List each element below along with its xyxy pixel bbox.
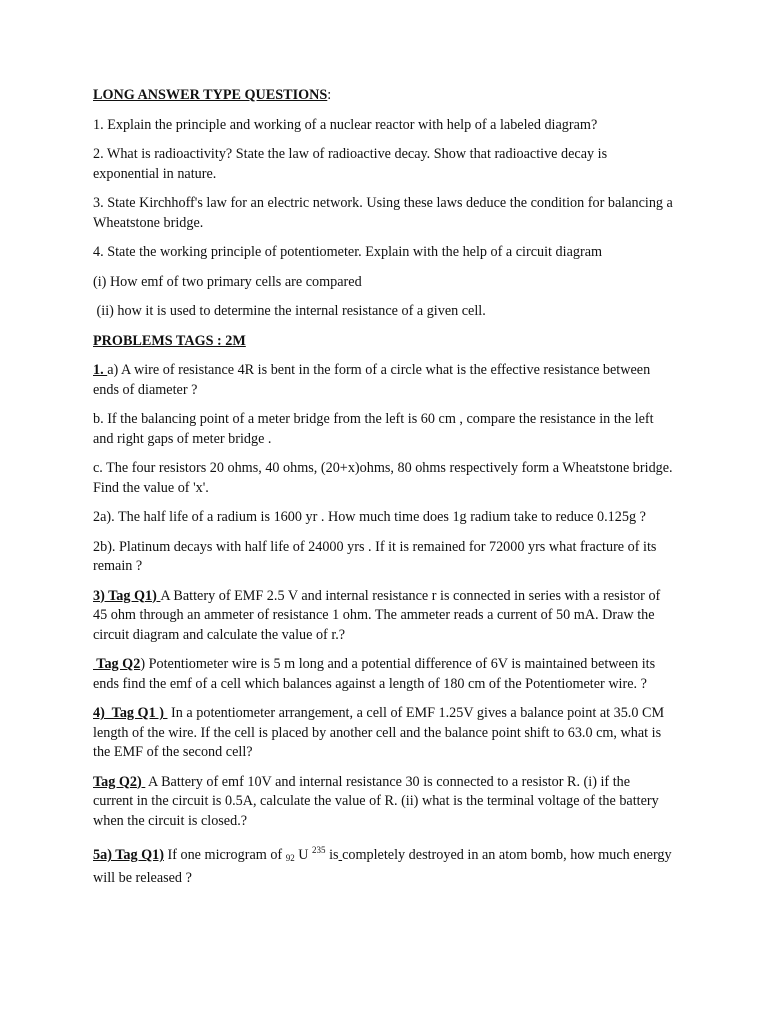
problem-4b-lead: Tag Q2): [93, 773, 146, 790]
problem-5-is: is: [325, 847, 339, 863]
document-page: [93, 86, 673, 898]
problem-1c: c. The four resistors 20 ohms, 40 ohms, (20+x)ohms, 80 ohms respectively form a Wheatstone bridge. Find the value of 'x'.: [93, 460, 673, 496]
question-3: 3. State Kirchhoff's law for an electric network. Using these laws deduce the condition for balancing a Wheatstone bridge.: [93, 195, 673, 231]
problem-3-q2: [93, 655, 673, 694]
problem-4-lead: 4) Tag Q1 ): [93, 705, 168, 721]
section-heading-problems: [93, 332, 673, 352]
heading-text: LONG ANSWER TYPE QUESTIONS: [93, 87, 328, 103]
problem-3b-lead: Tag Q2: [93, 656, 141, 672]
problem-4-q2: [93, 773, 673, 832]
section-heading-long-answer: [93, 86, 673, 106]
problem-2b: 2b). Platinum decays with half life of 24000 yrs . If it is remained for 72000 yrs what fracture of its remain ?: [93, 538, 657, 574]
problem-1a-text: a) A wire of resistance 4R is bent in the form of a circle what is the effective resistance between ends of diameter ?: [93, 362, 651, 398]
heading-suffix: :: [327, 87, 332, 103]
problem-5-text: completely destroyed in an atom bomb, how much energy will be released ?: [93, 847, 672, 886]
question-4-part-i: (i) How emf of two primary cells are compared: [93, 273, 362, 290]
problem-5-lead: 5a) Tag Q1): [93, 847, 164, 863]
problem-3-lead: 3) Tag Q1): [93, 587, 161, 604]
atomic-number: 92: [285, 853, 295, 863]
question-1: 1. Explain the principle and working of a nuclear reactor with help of a labeled diagram?: [93, 116, 598, 133]
question-4: 4. State the working principle of potentiometer. Explain with the help of a circuit diagram: [93, 244, 603, 260]
problem-5a: [93, 841, 673, 888]
problem-2a: 2a). The half life of a radium is 1600 yr . How much time does 1g radium take to reduce 0.125g ?: [93, 509, 646, 525]
problem-4b-text: A Battery of emf 10V and internal resistance 30 is connected to a resistor R. (i) if the current in the circuit is 0.5A, calculate the value of R. (ii) what is the terminal voltage of the battery when the circuit is closed.?: [93, 773, 659, 829]
problem-3-q1: [93, 587, 673, 646]
problem-3-text: A Battery of EMF 2.5 V and internal resistance r is connected in series with a resistor of 45 ohm through an ammeter of resistance 1 ohm. The ammeter reads a current of 50 mA. Draw the circuit diagram and calculate the value of r.?: [93, 587, 661, 643]
problem-1a: [93, 361, 673, 400]
element-symbol: U: [294, 847, 313, 863]
mass-number: 235: [312, 845, 326, 855]
question-2: 2. What is radioactivity? State the law of radioactive decay. Show that radioactive decay is exponential in nature.: [93, 146, 608, 182]
problem-1b: b. If the balancing point of a meter bridge from the left is 60 cm , compare the resistance in the left and right gaps of meter bridge .: [93, 411, 654, 447]
problem-1-lead: 1.: [93, 362, 108, 378]
problems-heading-text: PROBLEMS TAGS : 2M: [93, 332, 246, 349]
problem-3b-text: ) Potentiometer wire is 5 m long and a potential difference of 6V is maintained between its ends find the emf of a cell which balances against a length of 180 cm of the Potentiometer wire. ?: [93, 656, 656, 692]
problem-5-pre: If one microgram of: [163, 847, 286, 863]
question-4-part-ii: (ii) how it is used to determine the internal resistance of a given cell.: [93, 303, 486, 319]
problem-4-text: In a potentiometer arrangement, a cell of EMF 1.25V gives a balance point at 35.0 CM length of the wire. If the cell is placed by another cell and the balance point shift to 63.0 cm, what is the EMF of the second cell?: [93, 705, 665, 760]
problem-4-q1: [93, 704, 673, 763]
